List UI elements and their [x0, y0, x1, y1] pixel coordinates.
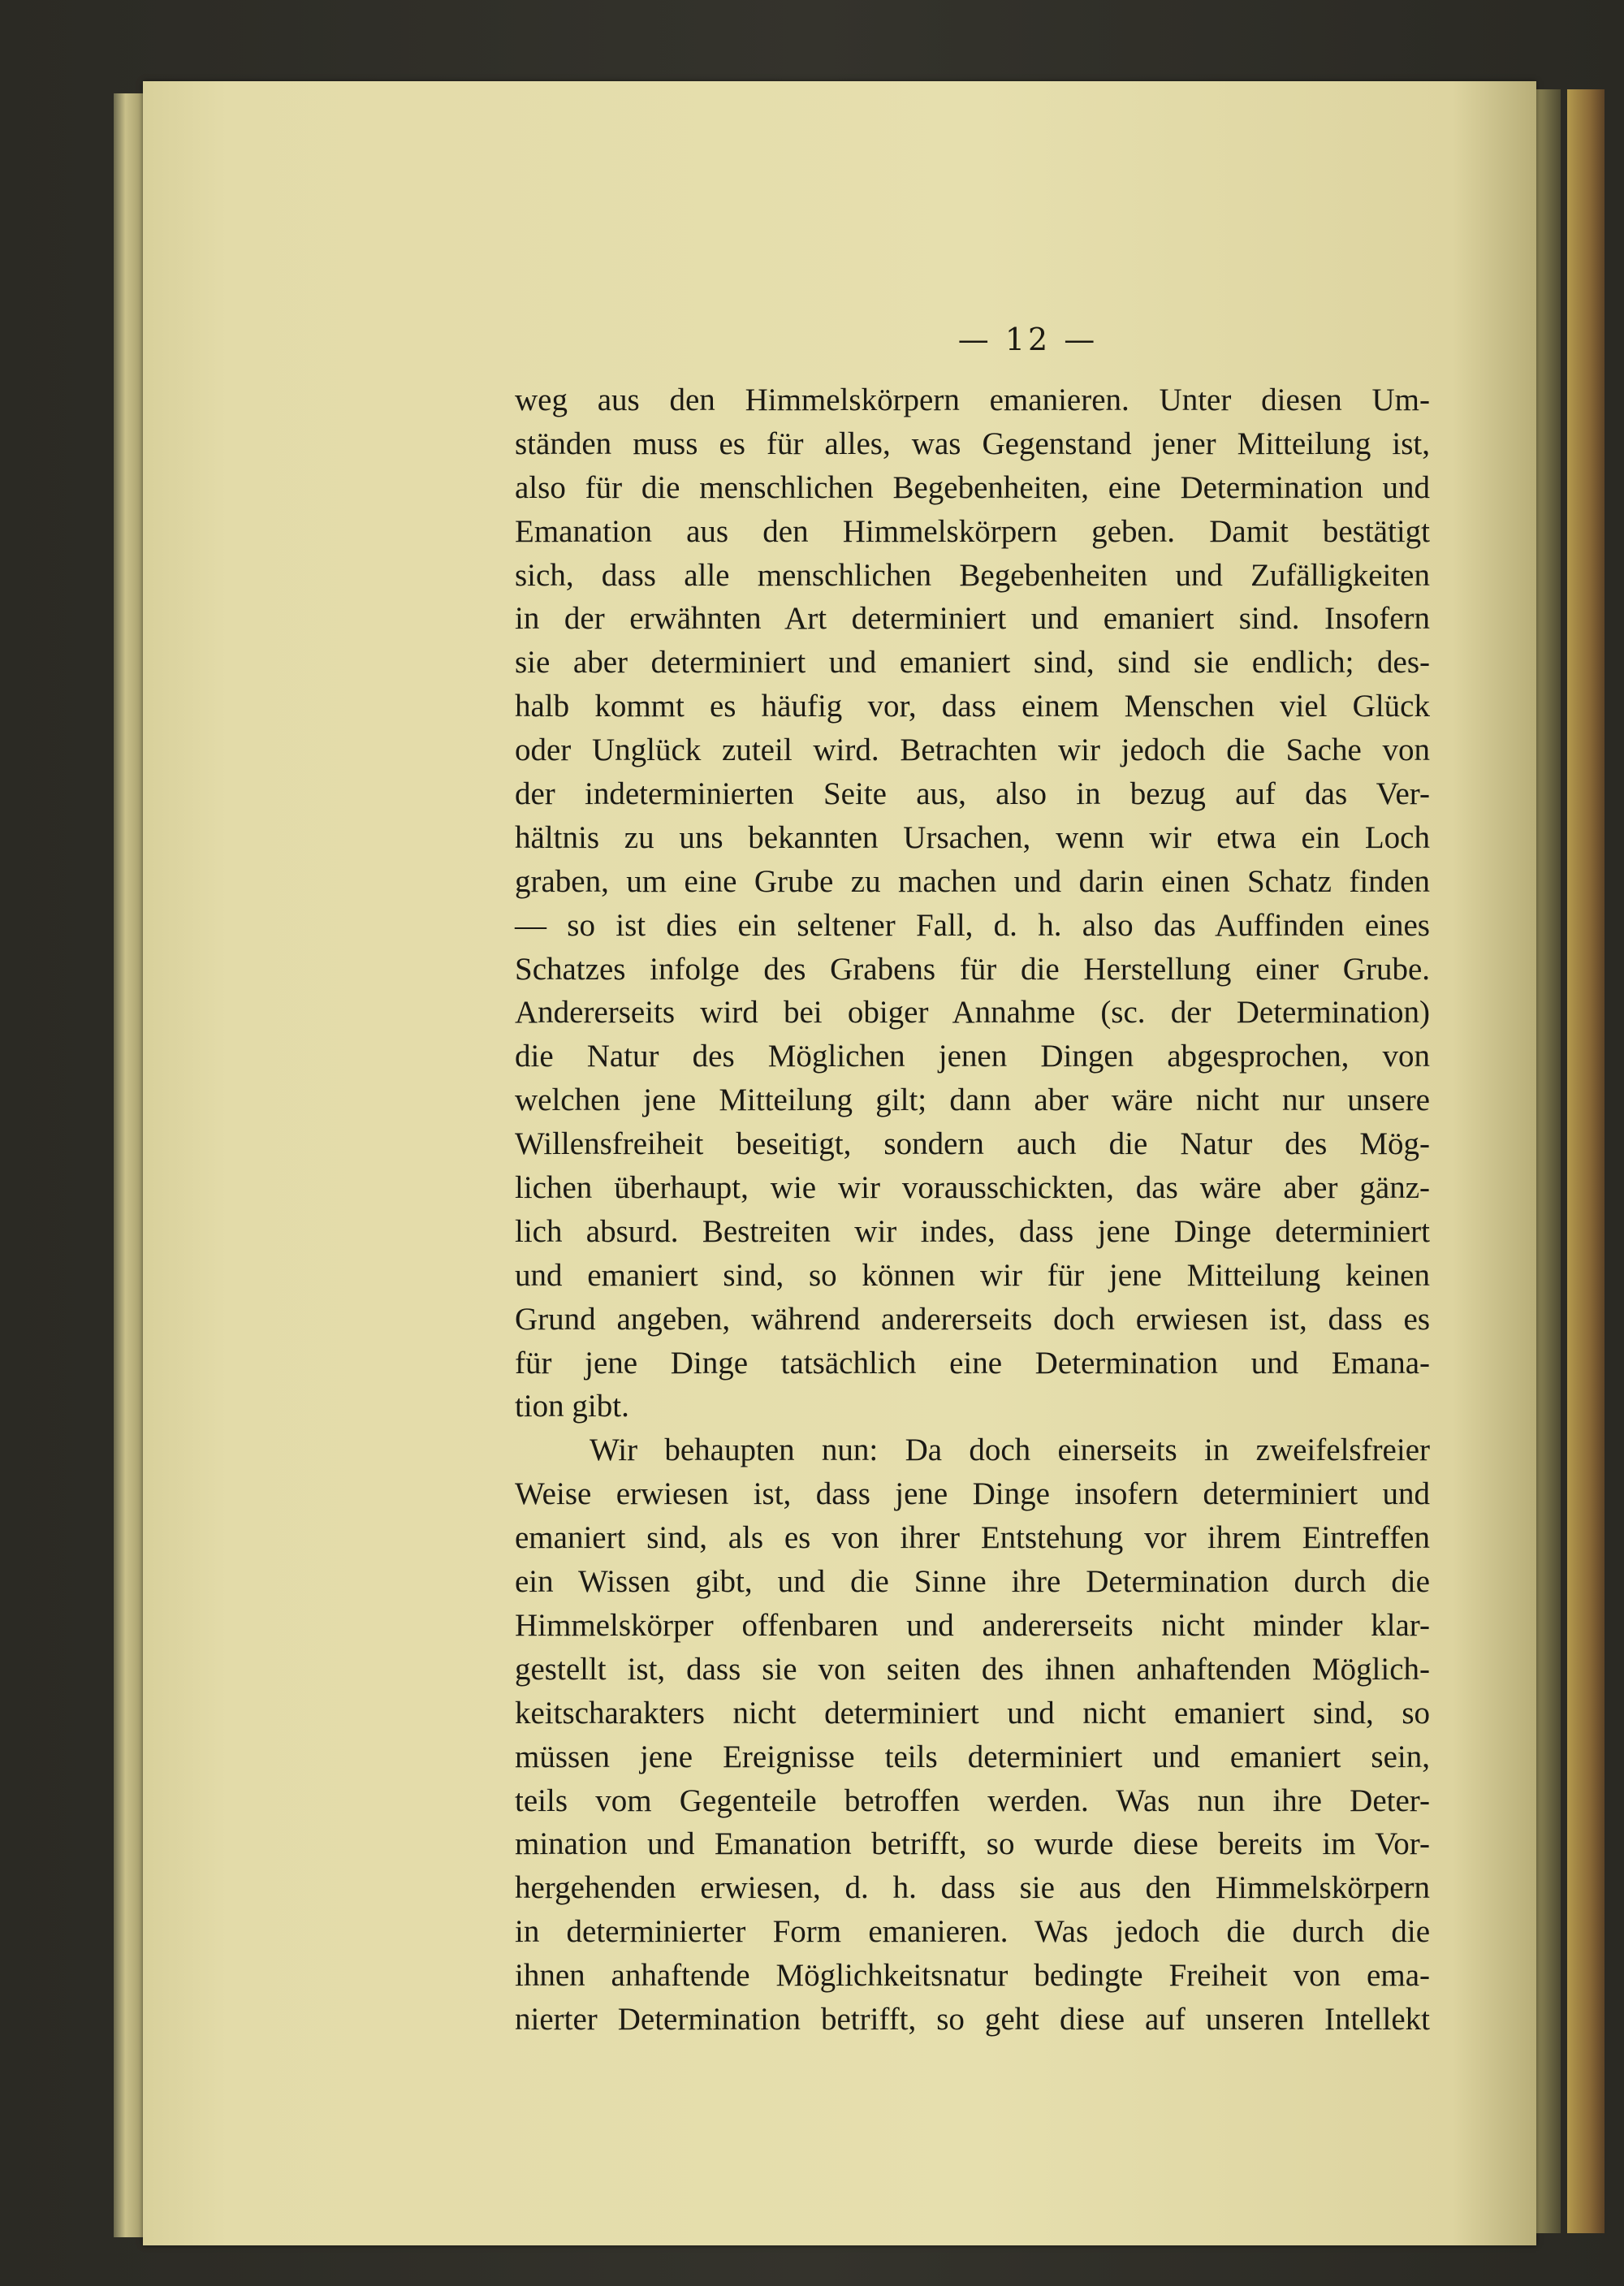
text-line: Grund angeben, während andererseits doch erwiesen ist, dass es [515, 1301, 1430, 1337]
text-line: welchen jene Mitteilung gilt; dann aber wäre nicht nur unsere [515, 1083, 1430, 1118]
text-line: in determinierter Form emanieren. Was jedoch die durch die [515, 1914, 1430, 1950]
text-line: ständen muss es für alles, was Gegenstand jener Mitteilung ist, [515, 426, 1430, 461]
next-page-edge [1567, 89, 1605, 2233]
text-line: die Natur des Möglichen jenen Dingen abgesprochen, von [515, 1039, 1430, 1074]
body-text [515, 378, 1430, 2042]
text-line: — so ist dies ein seltener Fall, d. h. also das Auffinden eines [515, 907, 1430, 943]
text-line: gestellt ist, dass sie von seiten des ihnen anhaftenden Möglich- [515, 1651, 1430, 1687]
text-line: Andererseits wird bei obiger Annahme (sc. der Determination) [515, 995, 1430, 1031]
text-line: Himmelskörper offenbaren und andererseits nicht minder klar- [515, 1607, 1430, 1643]
text-line: Schatzes infolge des Grabens für die Herstellung einer Grube. [515, 951, 1430, 987]
text-line: für jene Dinge tatsächlich eine Determination und Emana- [515, 1345, 1430, 1381]
text-line: oder Unglück zuteil wird. Betrachten wir jedoch die Sache von [515, 732, 1430, 768]
text-line: sich, dass alle menschlichen Begebenheiten und Zufälligkeiten [515, 557, 1430, 593]
text-line: Emanation aus den Himmelskörpern geben. Damit bestätigt [515, 513, 1430, 549]
text-line: weg aus den Himmelskörpern emanieren. Unter diesen Um- [515, 382, 1430, 417]
text-line: lichen überhaupt, wie wir vorausschickten, das wäre aber gänz- [515, 1170, 1430, 1206]
text-line: mination und Emanation betrifft, so wurde diese bereits im Vor- [515, 1826, 1430, 1862]
text-line: emaniert sind, als es von ihrer Entstehung vor ihrem Eintreffen [515, 1520, 1430, 1556]
text-line: hältnis zu uns bekannten Ursachen, wenn wir etwa ein Loch [515, 819, 1430, 855]
text-line: graben, um eine Grube zu machen und darin einen Schatz finden [515, 863, 1430, 899]
text-line: Willensfreiheit beseitigt, sondern auch die Natur des Mög- [515, 1126, 1430, 1162]
text-line: keitscharakters nicht determiniert und nicht emaniert sind, so [515, 1695, 1430, 1731]
text-line: ein Wissen gibt, und die Sinne ihre Determination durch die [515, 1564, 1430, 1600]
text-line: sie aber determiniert und emaniert sind, sind sie endlich; des- [515, 645, 1430, 681]
text-line: also für die menschlichen Begebenheiten, eine Determination und [515, 469, 1430, 505]
text-line: hergehenden erwiesen, d. h. dass sie aus den Himmelskörpern [515, 1870, 1430, 1906]
text-line: Weise erwiesen ist, dass jene Dinge insofern determiniert und [515, 1476, 1430, 1512]
text-line: halb kommt es häufig vor, dass einem Menschen viel Glück [515, 689, 1430, 724]
book-gutter [1536, 89, 1561, 2233]
page-number: — 12 — [957, 322, 1099, 357]
text-line: und emaniert sind, so können wir für jene Mitteilung keinen [515, 1257, 1430, 1293]
text-line: ihnen anhaftende Möglichkeitsnatur bedingte Freiheit von ema- [515, 1958, 1430, 1994]
text-line: lich absurd. Bestreiten wir indes, dass jene Dinge determiniert [515, 1213, 1430, 1249]
text-line: Wir behaupten nun: Da doch einerseits in zweifelsfreier [590, 1433, 1430, 1468]
text-line: nierter Determination betrifft, so geht diese auf unseren Intellekt [515, 2001, 1430, 2037]
text-line: teils vom Gegenteile betroffen werden. Was nun ihre Deter- [515, 1783, 1430, 1818]
text-line: müssen jene Ereignisse teils determiniert und emaniert sein, [515, 1739, 1430, 1774]
text-line: tion gibt. [515, 1389, 629, 1424]
page-stack-left-edge [114, 93, 143, 2237]
text-line: in der erwähnten Art determiniert und emaniert sind. Insofern [515, 601, 1430, 637]
text-line: der indeterminierten Seite aus, also in bezug auf das Ver- [515, 776, 1430, 812]
